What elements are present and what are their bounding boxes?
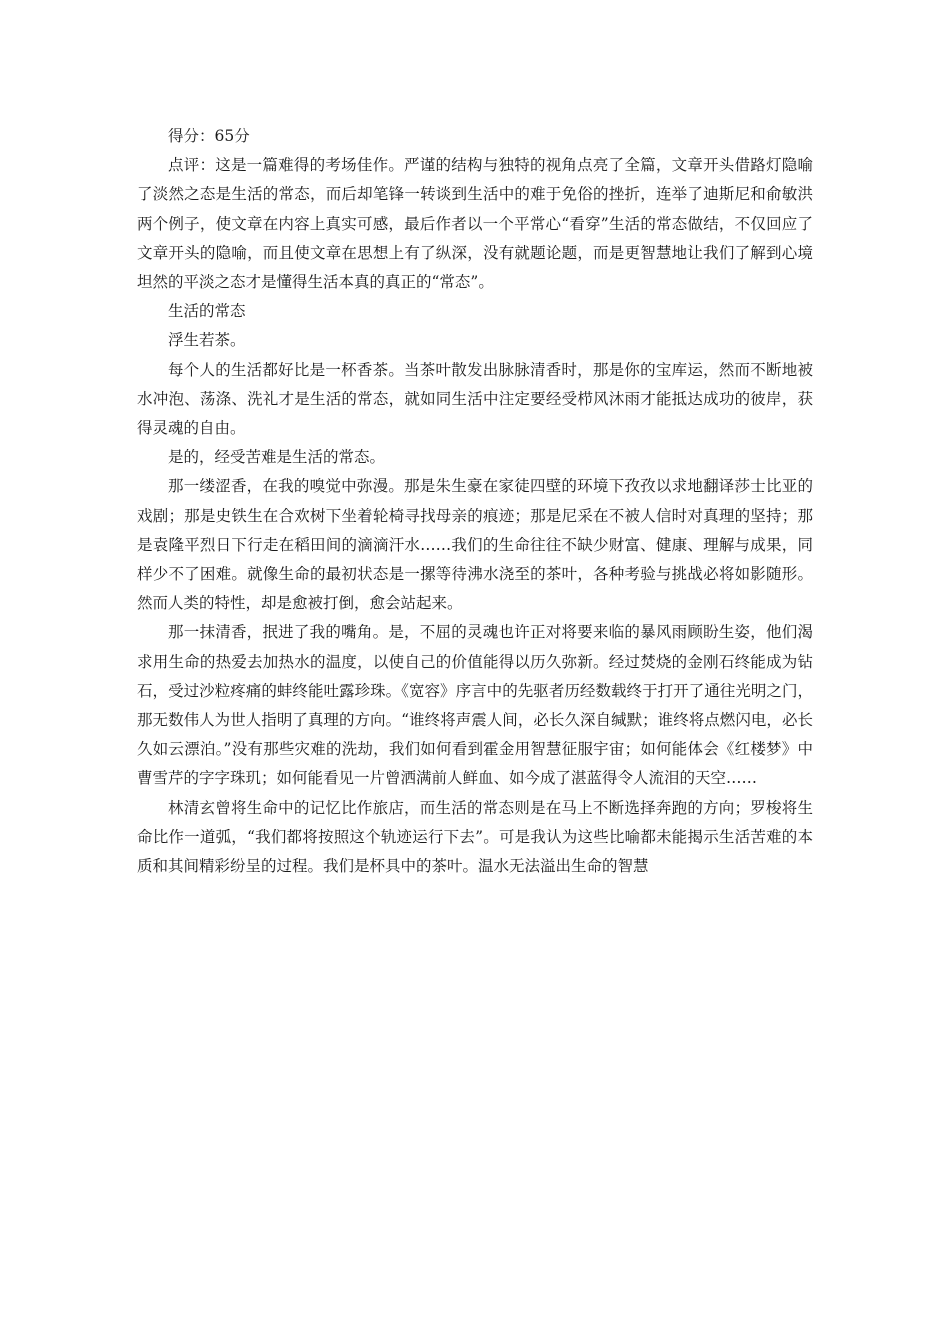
document-body <box>137 122 813 881</box>
review-comment: 点评：这是一篇难得的考场佳作。严谨的结构与独特的视角点亮了全篇，文章开头借路灯隐喻了淡然之态是生活的常态，而后却笔锋一转谈到生活中的难于免俗的挫折，连举了迪斯尼和俞敏洪两个例子，使文章在内容上真实可感，最后作者以一个平常心“看穿”生活的常态做结，不仅回应了文章开头的隐喻，而且使文章在思想上有了纵深，没有就题论题，而是更智慧地让我们了解到心境坦然的平淡之态才是懂得生活本真的真正的“常态”。 <box>137 156 813 292</box>
score-line: 得分：65分 <box>168 127 250 145</box>
essay-paragraph-2: 每个人的生活都好比是一杯香茶。当茶叶散发出脉脉清香时，那是你的宝库运，然而不断地被水冲泡、荡涤、洗礼才是生活的常态，就如同生活中注定要经受栉风沐雨才能抵达成功的彼岸，获得灵魂的自由。 <box>137 360 813 438</box>
essay-paragraph-5: 那一抹清香，抿进了我的嘴角。是，不屈的灵魂也许正对将要来临的暴风雨顾盼生姿，他们渴求用生命的热爱去加热水的温度，以使自己的价值能得以历久弥新。经过焚烧的金刚石终能成为钻石，受过沙粒疼痛的蚌终能吐露珍珠。《宽容》序言中的先驱者历经数载终于打开了通往光明之门，那无数伟人为世人指明了真理的方向。“谁终将声震人间，必长久深自缄默；谁终将点燃闪电，必长久如云漂泊。”没有那些灾难的洗劫，我们如何看到霍金用智慧征服宇宙；如何能体会《红楼梦》中曹雪芹的字字珠玑；如何能看见一片曾洒满前人鲜血、如今成了湛蓝得令人流泪的天空…… <box>137 623 813 788</box>
essay-paragraph-6: 林清玄曾将生命中的记忆比作旅店，而生活的常态则是在马上不断选择奔跑的方向；罗梭将生命比作一道弧，“我们都将按照这个轨迹运行下去”。可是我认为这些比喻都未能揭示生活苦难的本质和其间精彩纷呈的过程。我们是杯具中的茶叶。温水无法溢出生命的智慧 <box>137 798 813 876</box>
essay-title: 生活的常态 <box>168 302 246 321</box>
essay-paragraph-3: 是的，经受苦难是生活的常态。 <box>168 448 386 467</box>
essay-paragraph-1: 浮生若茶。 <box>168 331 246 350</box>
essay-paragraph-4: 那一缕涩香，在我的嗅觉中弥漫。那是朱生豪在家徒四壁的环境下孜孜以求地翻译莎士比亚的戏剧；那是史铁生在合欢树下坐着轮椅寻找母亲的痕迹；那是尼采在不被人信时对真理的坚持；那是袁隆平烈日下行走在稻田间的滴滴汗水……我们的生命往往不缺少财富、健康、理解与成果，同样少不了困难。就像生命的最初状态是一摞等待沸水浇至的茶叶，各种考验与挑战必将如影随形。然而人类的特性，却是愈被打倒，愈会站起来。 <box>137 477 813 613</box>
